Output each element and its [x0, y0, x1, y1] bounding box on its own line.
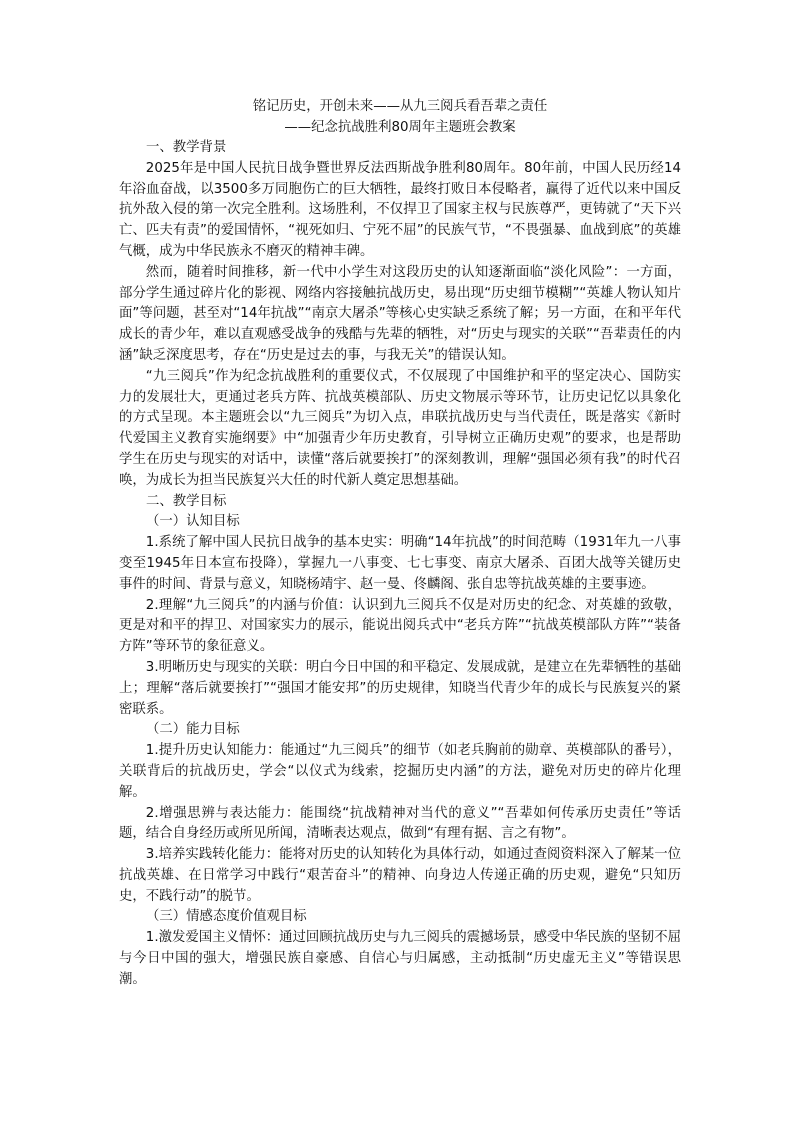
- subsection-heading-ability: （二）能力目标: [146, 722, 240, 738]
- section-heading-objectives: 二、教学目标: [146, 493, 227, 509]
- section-heading-background: 一、教学背景: [146, 140, 227, 155]
- document-page: [119, 96, 681, 991]
- subsection-heading-values: （三）情感态度价值观目标: [146, 909, 307, 925]
- cognitive-item-3: 3.明晰历史与现实的关联：明白今日中国的和平稳定、发展成就，是建立在先辈牺牲的基础上；理解“落后就要挨打”“强国才能安邦”的历史规律，知晓当代青少年的成长与民族复兴的紧密联系。: [119, 659, 681, 717]
- background-paragraph-1: 2025年是中国人民抗日战争暨世界反法西斯战争胜利80周年。80年前，中国人民历经14年浴血奋战，以3500多万同胞伤亡的巨大牺牲，最终打败日本侵略者，赢得了近代以来中国反抗外敌入侵的第一次完全胜利。这场胜利，不仅捍卫了国家主权与民族尊严，更铸就了“天下兴亡、匹夫有责”的爱国情怀，“视死如归、宁死不屈”的民族气节，“不畏强暴、血战到底”的英雄气概，成为中华民族永不磨灭的精神丰碑。: [119, 160, 681, 259]
- cognitive-item-2: 2.理解“九三阅兵”的内涵与价值：认识到九三阅兵不仅是对历史的纪念、对英雄的致敬，更是对和平的捍卫、对国家实力的展示，能说出阅兵式中“老兵方阵”“抗战英模部队方阵”“装备方阵”等环节的象征意义。: [119, 597, 681, 655]
- subsection-heading-cognitive: （一）认知目标: [146, 514, 240, 530]
- ability-item-3: 3.培养实践转化能力：能将对历史的认知转化为具体行动，如通过查阅资料深入了解某一位抗战英雄、在日常学习中践行“艰苦奋斗”的精神、向身边人传递正确的历史观，避免“只知历史，不践行动”的脱节。: [119, 847, 681, 904]
- document-subtitle: ——纪念抗战胜利80周年主题班会教案: [284, 120, 516, 135]
- cognitive-item-1: 1.系统了解中国人民抗日战争的基本史实：明确“14年抗战”的时间范畴（1931年九一八事变至1945年日本宣布投降），掌握九一八事变、七七事变、南京大屠杀、百团大战等关键历史事件的时间、背景与意义，知晓杨靖宇、赵一曼、佟麟阁、张自忠等抗战英雄的主要事迹。: [119, 535, 681, 592]
- background-paragraph-2: 然而，随着时间推移，新一代中小学生对这段历史的认知逐渐面临“淡化风险”：一方面，部分学生通过碎片化的影视、网络内容接触抗战历史，易出现“历史细节模糊”“英雄人物认知片面”等问题，甚至对“14年抗战”“南京大屠杀”等核心史实缺乏系统了解；另一方面，在和平年代成长的青少年，难以直观感受战争的残酷与先辈的牺牲，对“历史与现实的关联”“吾辈责任的内涵”缺乏深度思考，存在“历史是过去的事，与我无关”的错误认知。: [119, 264, 681, 363]
- values-item-1: 1.激发爱国主义情怀：通过回顾抗战历史与九三阅兵的震撼场景，感受中华民族的坚韧不屈与今日中国的强大，增强民族自豪感、自信心与归属感，主动抵制“历史虚无主义”等错误思潮。: [119, 930, 681, 987]
- document-title: 铭记历史，开创未来——从九三阅兵看吾辈之责任: [252, 99, 548, 114]
- ability-item-2: 2.增强思辨与表达能力：能围绕“抗战精神对当代的意义”“吾辈如何传承历史责任”等话题，结合自身经历或所见所闻，清晰表达观点，做到“有理有据、言之有物”。: [119, 805, 681, 842]
- background-paragraph-3: “九三阅兵”作为纪念抗战胜利的重要仪式，不仅展现了中国维护和平的坚定决心、国防实力的发展壮大，更通过老兵方阵、抗战英模部队、历史文物展示等环节，让历史记忆以具象化的方式呈现。本主题班会以“九三阅兵”为切入点，串联抗战历史与当代责任，既是落实《新时代爱国主义教育实施纲要》中“加强青少年历史教育，引导树立正确历史观”的要求，也是帮助学生在历史与现实的对话中，读懂“落后就要挨打”的深刻教训，理解“强国必须有我”的时代召唤，为成长为担当民族复兴大任的时代新人奠定思想基础。: [119, 368, 681, 488]
- ability-item-1: 1.提升历史认知能力：能通过“九三阅兵”的细节（如老兵胸前的勋章、英模部队的番号），关联背后的抗战历史，学会“以仪式为线索，挖掘历史内涵”的方法，避免对历史的碎片化理解。: [119, 743, 681, 800]
